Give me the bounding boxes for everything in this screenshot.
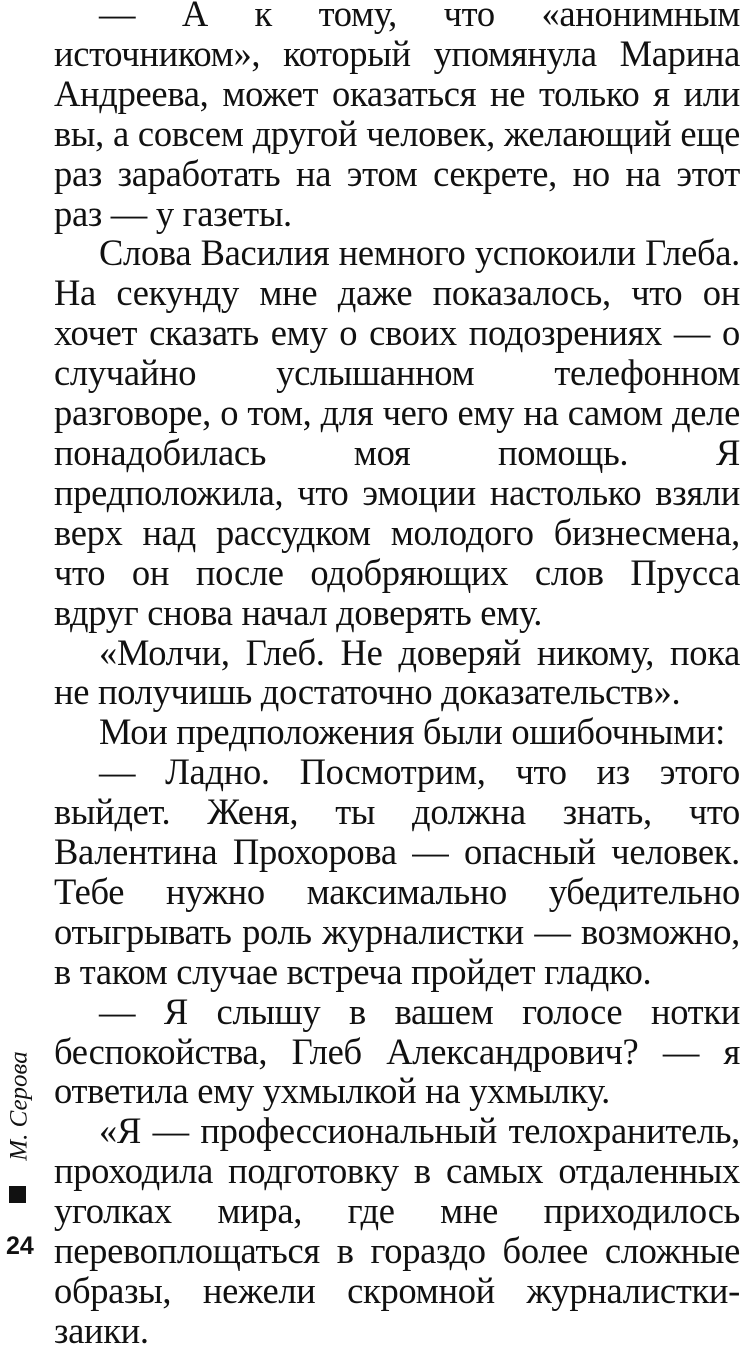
paragraph: — Ладно. Посмотрим, что из этого выйдет. Женя, ты должна знать, что Валентина Прохорова — опасный человек. Тебе нужно максимально убедительно отыгрывать роль журналистки — возможно, в таком случае встреча пройдет гладко. xyxy=(54,751,740,992)
paragraph: Мои предположения были ошибочными: xyxy=(99,711,726,753)
running-head xyxy=(0,1040,40,1172)
paragraph: — Я слышу в вашем голосе нотки беспокойства, Глеб Александрович? — я ответила ему ухмылкой на ухмылку. xyxy=(54,990,740,1112)
paragraph: «Молчи, Глеб. Не доверяй никому, пока не получишь достаточно доказательств». xyxy=(54,631,740,713)
page-number: 24 xyxy=(6,1232,34,1260)
square-marker-icon xyxy=(9,1186,26,1203)
author-name: М. Серова xyxy=(6,1051,34,1161)
paragraph: «Я — профессиональный телохранитель, проходила подготовку в самых отдаленных уголках мира, где мне приходилось перевоплощаться в гораздо более сложные образы, нежели скромной журналистки-заики. xyxy=(54,1110,740,1351)
paragraph: — А к тому, что «анонимным источником», который упомянула Марина Андреева, может оказаться не только я или вы, а совсем другой человек, желающий еще раз заработать на этом секрете, но на этот раз — у газеты. xyxy=(54,0,740,234)
body-text xyxy=(54,0,740,1351)
paragraph: Слова Василия немного успокоили Глеба. На секунду мне даже показалось, что он хочет сказать ему о своих подозрениях — о случайно услышанном телефонном разговоре, о том, для чего ему на самом деле понадобилась моя помощь. Я предположила, что эмоции настолько взяли верх над рассудком молодого бизнесмена, что он после одобряющих слов Прусса вдруг снова начал доверять ему. xyxy=(54,232,740,633)
